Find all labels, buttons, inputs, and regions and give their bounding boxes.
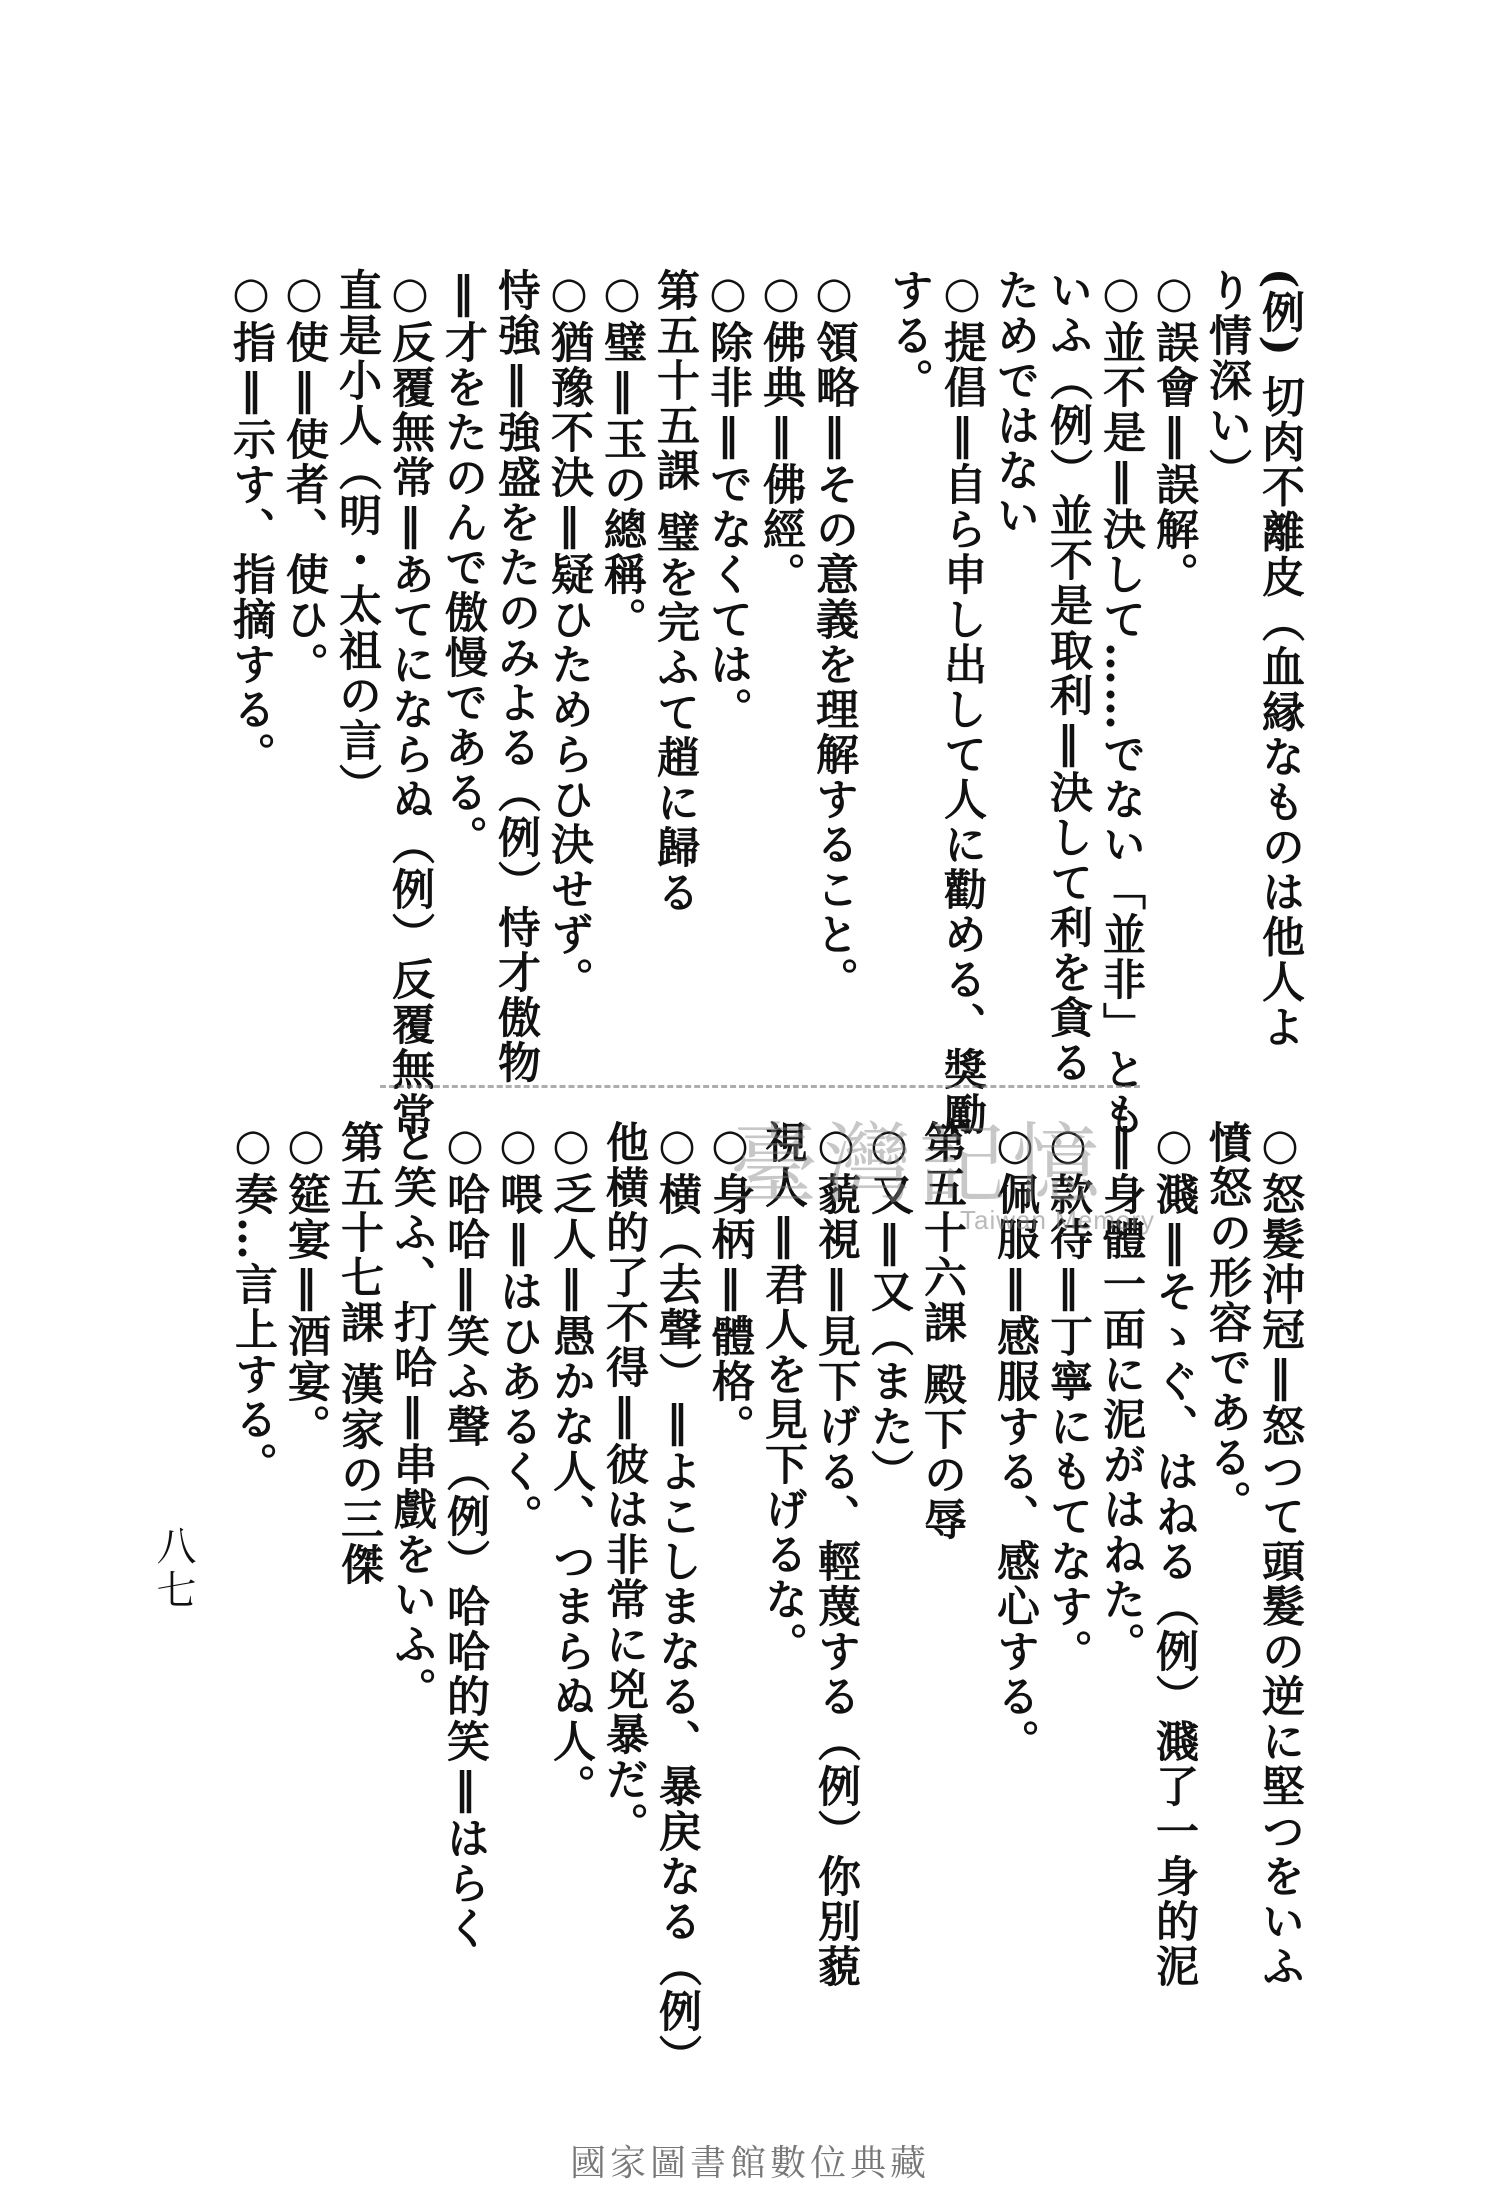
text-column: り情深い）: [1202, 268, 1252, 493]
lesson-heading: 第五十五課 璧を完ふて趙に歸る: [650, 268, 700, 915]
text-column: ○藐視‖見下げる、輕蔑する（例）你別藐: [811, 1120, 861, 1989]
text-column: (例) 切肉不離皮（血縁なものは他人よ: [1255, 268, 1305, 1050]
text-column: 直是小人（明・太祖の言）: [332, 268, 382, 808]
text-column: ‖才をたのんで傲慢である。: [438, 268, 488, 860]
text-column: ○又‖又（また）: [864, 1120, 914, 1494]
page-number: 八七: [150, 1525, 196, 1613]
text-column: ○喂‖はひあるく。: [493, 1120, 543, 1539]
text-column: ○並不是‖決して……でない「並非」とも: [1096, 268, 1146, 1137]
archive-footer: 國家圖書館數位典藏: [569, 2143, 930, 2184]
text-column: ○除非‖でなくては。: [703, 268, 753, 732]
text-column: ○反覆無常‖あてにならぬ（例）反覆無常: [385, 268, 435, 1137]
text-column: 恃強‖強盛をたのみよる（例）恃才傲物: [491, 268, 541, 1085]
text-column: ○猶豫不決‖疑ひためらひ決せず。: [544, 268, 594, 1002]
text-column: ○璧‖玉の總稱。: [597, 268, 647, 642]
text-column: ○指‖示す、指摘する。: [226, 268, 276, 777]
watermark-logo: 臺灣記憶: [730, 1113, 1107, 1216]
text-column: ○怒髮沖冠‖怒つて頭髮の逆に堅つをいふ: [1255, 1120, 1305, 1989]
text-column: ためではない: [990, 268, 1040, 538]
text-column: ‖身體一面に泥がはねた。: [1096, 1120, 1146, 1667]
text-column: ○佩服‖感服する、感心する。: [990, 1120, 1040, 1764]
text-column: ○身柄‖體格。: [705, 1120, 755, 1449]
text-column: ○款待‖丁寧にもてなす。: [1043, 1120, 1093, 1674]
text-column: と笑ふ、打哈‖串戲をいふ。: [387, 1120, 437, 1712]
text-column: ○濺‖そゝぐ、はねる（例）濺了一身的泥: [1149, 1120, 1199, 1989]
text-column: ○提倡‖自ら申し出して人に勸める、獎勵: [937, 268, 987, 1137]
text-column: ○誤會‖誤解。: [1149, 268, 1199, 597]
text-column: ○領略‖その意義を理解すること。: [809, 268, 859, 1002]
text-column: ○横（去聲）‖よこしまなる、暴戻なる（例）: [652, 1120, 702, 2079]
text-column: ○乏人‖愚かな人、つまらぬ人。: [546, 1120, 596, 1809]
lesson-heading: 第五十七課 漢家の三傑: [334, 1120, 384, 1587]
lesson-heading: 第五十六課 殿下の辱: [917, 1120, 967, 1542]
text-column: ○哈哈‖笑ふ聲（例）哈哈的笑‖はらく: [440, 1120, 490, 1951]
text-column: 視人‖君人を見下げるな。: [758, 1120, 808, 1667]
watermark-subtext: Taiwan Memory: [960, 1205, 1156, 1235]
text-column: いふ（例）並不是取利‖決して利を貪る: [1043, 268, 1093, 1085]
text-column: する。: [884, 268, 934, 403]
text-column: ○筵宴‖酒宴。: [281, 1120, 331, 1449]
text-column: ○使‖使者、使ひ。: [279, 268, 329, 687]
text-column: 他横的了不得‖彼は非常に兇暴だ。: [599, 1120, 649, 1847]
text-column: 憤怒の形容である。: [1202, 1120, 1252, 1525]
text-column: ○佛典‖佛經。: [756, 268, 806, 597]
text-column: ○奏…言上する。: [228, 1120, 278, 1487]
